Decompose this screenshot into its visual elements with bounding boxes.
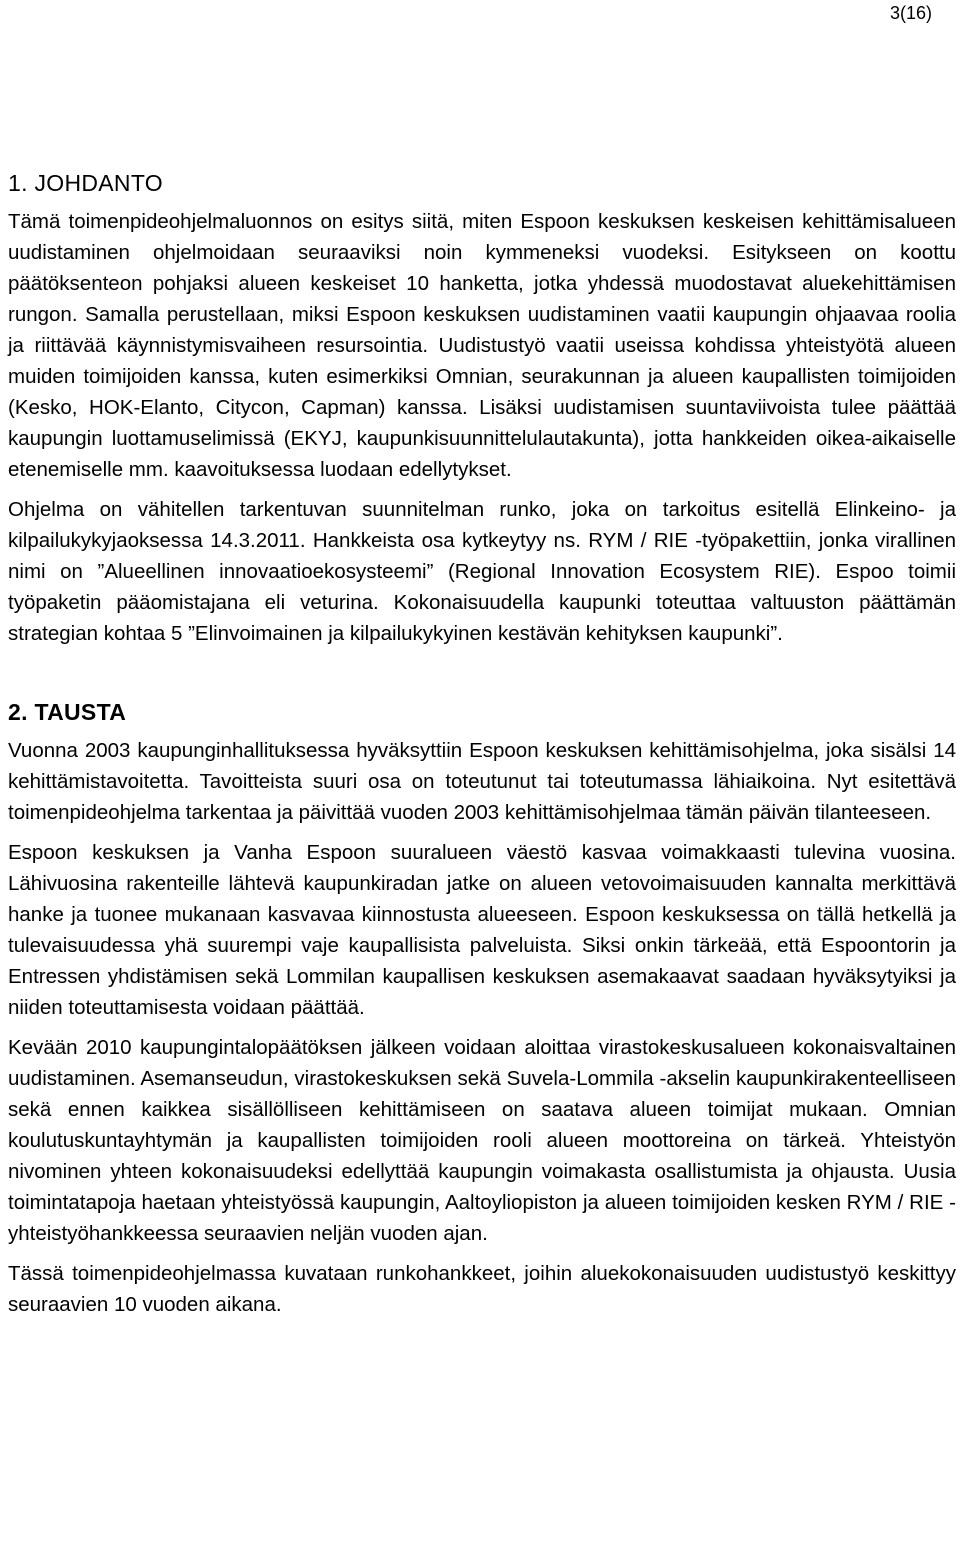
section-johdanto — [8, 168, 956, 649]
section-heading-johdanto: 1. JOHDANTO — [8, 170, 163, 196]
paragraph: Vuonna 2003 kaupunginhallituksessa hyväksyttiin Espoon keskuksen kehittämisohjelma, joka sisälsi 14 kehittämistavoitetta. Tavoitteista suuri osa on toteutunut tai toteutumassa lähiaikoina. Nyt esitettävä toimenpideohjelma tarkentaa ja päivittää vuoden 2003 kehittämisohjelmaa tämän päivän tilanteeseen. — [8, 739, 956, 824]
section-heading-tausta: 2. TAUSTA — [8, 699, 127, 725]
document-body — [8, 168, 956, 1320]
paragraph: Kevään 2010 kaupungintalopäätöksen jälkeen voidaan aloittaa virastokeskusalueen kokonaisvaltainen uudistaminen. Asemanseudun, virastokeskuksen sekä Suvela-Lommila -akselin kaupunkirakenteelliseen sekä ennen kaikkea sisällölliseen kehittämiseen on saatava alueen toimijat mukaan. Omnian koulutuskuntayhtymän ja kaupallisten toimijoiden rooli alueen moottoreina on tärkeä. Yhteistyön nivominen yhteen kokonaisuudeksi edellyttää kaupungin voimakasta osallistumista ja ohjausta. Uusia toimintatapoja haetaan yhteistyössä kaupungin, Aaltoyliopiston ja alueen toimijoiden kesken RYM / RIE -yhteistyöhankkeessa seuraavien neljän vuoden ajan. — [8, 1036, 956, 1245]
paragraph: Ohjelma on vähitellen tarkentuvan suunnitelman runko, joka on tarkoitus esitellä Elinkeino- ja kilpailukykyjaoksessa 14.3.2011. Hankkeista osa kytkeytyy ns. RYM / RIE -työpakettiin, jonka virallinen nimi on ”Alueellinen innovaatioekosysteemi” (Regional Innovation Ecosystem RIE). Espoo toimii työpaketin pääomistajana eli veturina. Kokonaisuudella kaupunki toteuttaa valtuuston päättämän strategian kohtaa 5 ”Elinvoimainen ja kilpailukykyinen kestävän kehityksen kaupunki”. — [8, 498, 956, 645]
paragraph: Tässä toimenpideohjelmassa kuvataan runkohankkeet, joihin aluekokonaisuuden uudistustyö keskittyy seuraavien 10 vuoden aikana. — [8, 1262, 956, 1316]
section-tausta — [8, 697, 956, 1320]
paragraph: Tämä toimenpideohjelmaluonnos on esitys siitä, miten Espoon keskuksen keskeisen kehittämisalueen uudistaminen ohjelmoidaan seuraaviksi noin kymmeneksi vuodeksi. Esitykseen on koottu päätöksenteon pohjaksi alueen keskeiset 10 hanketta, jotka yhdessä muodostavat aluekehittämisen rungon. Samalla perustellaan, miksi Espoon keskuksen uudistaminen vaatii kaupungin ohjaavaa roolia ja riittävää käynnistymisvaiheen resursointia. Uudistustyö vaatii useissa kohdissa yhteistyötä alueen muiden toimijoiden kanssa, kuten esimerkiksi Omnian, seurakunnan ja alueen kaupallisten toimijoiden (Kesko, HOK-Elanto, Citycon, Capman) kanssa. Lisäksi uudistamisen suuntaviivoista tulee päättää kaupungin luottamuselimissä (EKYJ, kaupunkisuunnittelulautakunta), jotta hankkeiden oikea-aikaiselle etenemiselle mm. kaavoituksessa luodaan edellytykset. — [8, 210, 956, 481]
page-number: 3(16) — [889, 3, 932, 23]
paragraph: Espoon keskuksen ja Vanha Espoon suuralueen väestö kasvaa voimakkaasti tulevina vuosina. Lähivuosina rakenteille lähtevä kaupunkiradan jatke on alueen vetovoimaisuuden kannalta merkittävä hanke ja tuonee mukanaan kasvavaa kiinnostusta alueeseen. Espoon keskuksessa on tällä hetkellä ja tulevaisuudessa yhä suurempi vaje kaupallisista palveluista. Siksi onkin tärkeää, että Espoontorin ja Entressen yhdistämisen sekä Lommilan kaupallisen keskuksen asemakaavat saadaan hyväksytyiksi ja niiden toteuttamisesta voidaan päättää. — [8, 841, 956, 1019]
